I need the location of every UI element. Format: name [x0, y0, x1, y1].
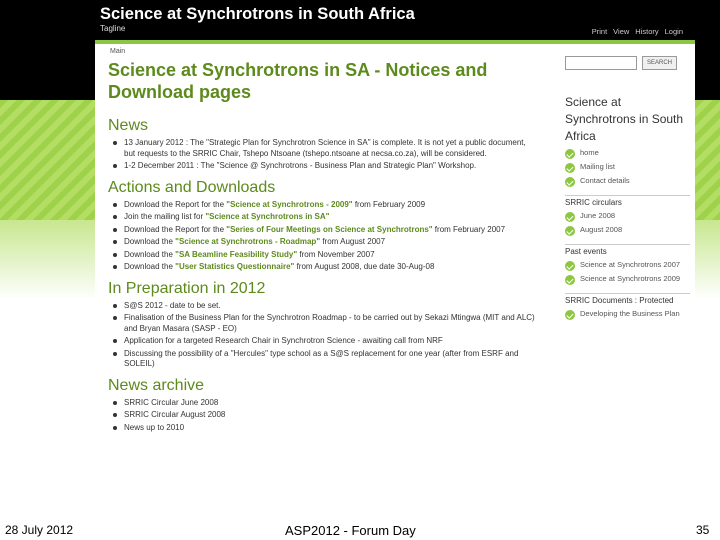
item-text: from August 2007: [320, 237, 386, 246]
download-link[interactable]: "Science at Synchrotrons - Roadmap": [175, 237, 321, 246]
list-item: 13 January 2012 : The "Strategic Plan for Synchrotron Science in SA" is complete. It is not yet a public document, but requests to the SRRIC Chair, Tshepo Ntsoane (tshepo.ntsoane at necsa.co.za), will be considered.: [124, 138, 538, 159]
nav-history-link[interactable]: History: [635, 27, 659, 36]
archive-section: [108, 376, 538, 434]
download-link[interactable]: "SA Beamline Feasibility Study": [175, 249, 298, 259]
sidebar-link[interactable]: Contact details: [580, 176, 630, 185]
section-heading: Actions and Downloads: [108, 178, 276, 196]
sidebar-item-business-plan[interactable]: [565, 309, 690, 320]
list-item: Discussing the possibility of a "Hercules" type school as a S@S replacement for one year (after from ESRF and SOLEIL): [124, 349, 538, 370]
preparation-section: [108, 279, 538, 370]
list-item: S@S 2012 - date to be set.: [124, 301, 538, 312]
item-text: Download the: [124, 237, 176, 246]
sidebar-item-mailing-list[interactable]: [565, 162, 690, 173]
item-text: Join the mailing list for: [124, 212, 206, 221]
item-text: from February 2007: [432, 224, 506, 234]
site-title[interactable]: Science at Synchrotrons in South Africa: [100, 5, 415, 23]
list-item: Application for a targeted Research Chair in Synchrotron Science - awaiting call from NRF: [124, 336, 538, 347]
sidebar-box-main: [565, 92, 690, 187]
list-item: [124, 212, 538, 223]
sidebar-item-contact[interactable]: [565, 176, 690, 187]
nav-view-link[interactable]: View: [613, 27, 630, 36]
sidebar-link[interactable]: Science at Synchrotrons 2009: [580, 274, 681, 283]
footer-event: ASP2012 - Forum Day: [285, 523, 416, 538]
check-icon: [565, 163, 575, 173]
item-text: from August 2008, due date 30-Aug-08: [294, 262, 435, 271]
check-icon: [565, 149, 575, 159]
top-nav: [592, 27, 683, 36]
sidebar-item-home[interactable]: [565, 148, 690, 159]
nav-login-link[interactable]: Login: [664, 27, 683, 36]
sidebar-box-title: Science at Synchrotrons in South Africa: [565, 95, 684, 143]
sidebar: [565, 56, 690, 328]
site-header: [95, 0, 695, 40]
slide-number: 35: [696, 523, 710, 537]
sidebar-link[interactable]: Developing the Business Plan: [580, 309, 680, 318]
item-text: Download the Report for the: [124, 199, 227, 209]
sidebar-link[interactable]: home: [580, 148, 599, 157]
news-section: [108, 116, 538, 172]
item-text: from November 2007: [297, 249, 375, 259]
item-text: from February 2009: [352, 199, 426, 209]
download-link[interactable]: "Series of Four Meetings on Science at Synchrotrons": [226, 224, 433, 234]
check-icon: [565, 226, 575, 236]
section-heading: In Preparation in 2012: [108, 279, 266, 297]
sidebar-item-june-2008[interactable]: [565, 211, 690, 222]
list-item: [124, 250, 538, 261]
list-item: [124, 237, 538, 248]
archive-link[interactable]: SRRIC Circular June 2008: [124, 398, 538, 409]
download-link[interactable]: "User Statistics Questionnaire": [175, 262, 295, 271]
sidebar-box-past-events: [565, 244, 690, 285]
nav-print-link[interactable]: Print: [591, 27, 608, 36]
list-item: Finalisation of the Business Plan for the Synchrotron Roadmap - to be carried out by Sekazi Mtingwa (MIT and ALC) and Bryan Masara (SASP - EO): [124, 313, 538, 334]
section-heading: News archive: [108, 376, 205, 394]
sidebar-box-documents: [565, 293, 690, 320]
sidebar-item-sas-2009[interactable]: [565, 274, 690, 285]
sidebar-link[interactable]: June 2008: [580, 211, 616, 220]
sidebar-box-title: SRRIC circulars: [565, 198, 622, 207]
item-text: Download the Report for the: [124, 224, 227, 234]
search-row: [565, 56, 690, 70]
sidebar-link[interactable]: Science at Synchrotrons 2007: [580, 260, 681, 269]
website-screenshot: [95, 0, 695, 540]
sidebar-item-august-2008[interactable]: [565, 225, 690, 236]
download-link[interactable]: "Science at Synchrotrons - 2009": [226, 199, 353, 209]
footer-date: 28 July 2012: [5, 523, 74, 537]
check-icon: [565, 177, 575, 187]
archive-link[interactable]: SRRIC Circular August 2008: [124, 410, 538, 421]
sidebar-box-title: SRRIC Documents : Protected: [565, 296, 674, 305]
check-icon: [565, 275, 575, 285]
item-text: Download the: [124, 249, 176, 259]
sidebar-box-circulars: [565, 195, 690, 236]
list-item: [124, 225, 538, 236]
sidebar-box-title: Past events: [565, 247, 607, 256]
sidebar-link[interactable]: Mailing list: [580, 162, 616, 171]
breadcrumb[interactable]: Main: [110, 48, 126, 55]
actions-section: [108, 178, 538, 273]
main-content: [108, 116, 538, 439]
list-item[interactable]: 1-2 December 2011 : The "Science @ Synchrotrons - Business Plan and Strategic Plan" Workshop.: [124, 161, 538, 172]
section-heading: News: [108, 117, 149, 134]
archive-link[interactable]: News up to 2010: [124, 423, 538, 434]
search-button[interactable]: SEARCH: [642, 56, 677, 70]
check-icon: [565, 310, 575, 320]
item-text: Download the: [124, 262, 176, 271]
search-input[interactable]: [565, 56, 637, 70]
mailing-list-link[interactable]: "Science at Synchrotrons in SA": [205, 212, 330, 221]
check-icon: [565, 212, 575, 222]
list-item: [124, 200, 538, 211]
check-icon: [565, 261, 575, 271]
page-title: Science at Synchrotrons in SA - Notices and Download pages: [108, 60, 488, 102]
sidebar-item-sas-2007[interactable]: [565, 260, 690, 271]
sidebar-link[interactable]: August 2008: [580, 225, 623, 234]
list-item: [124, 262, 538, 273]
header-divider: [95, 40, 695, 44]
site-tagline: Tagline: [100, 24, 126, 33]
